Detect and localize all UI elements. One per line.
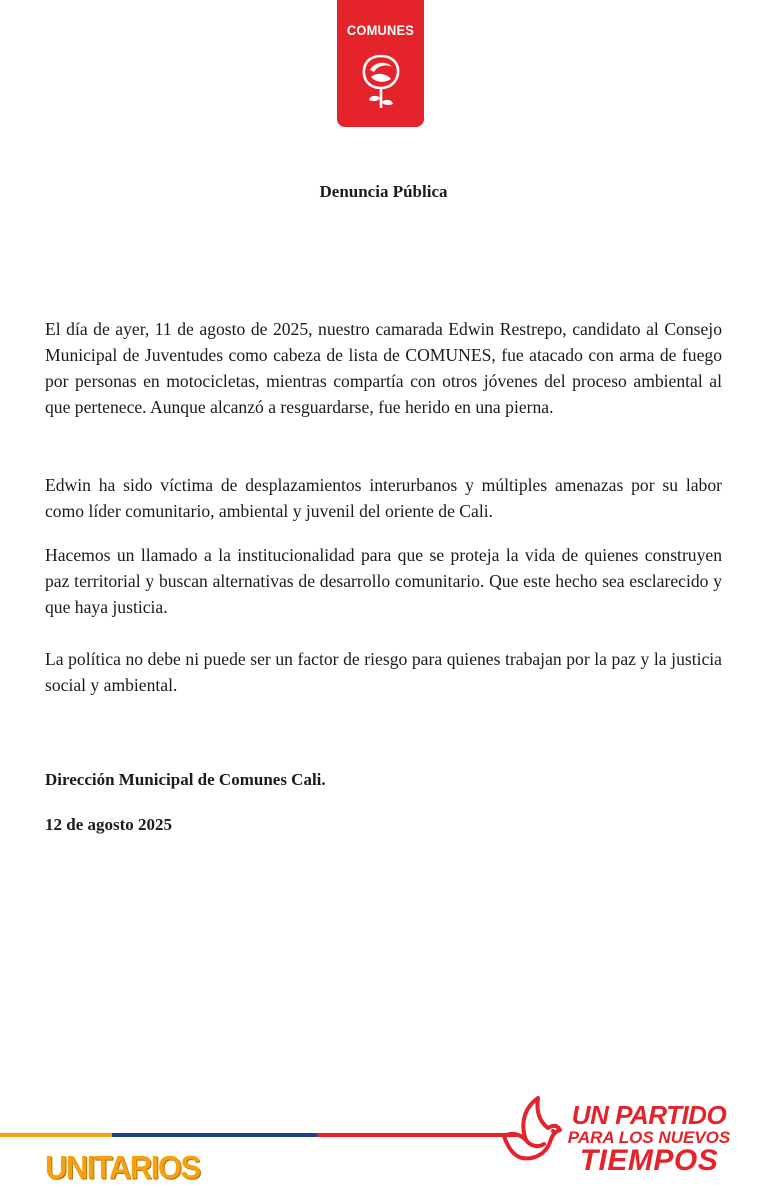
logo-text: COMUNES [346, 22, 415, 38]
slogan-line-1: UN PARTIDO [571, 1100, 727, 1130]
document-title: Denuncia Pública [319, 182, 448, 201]
paragraph-4: La política no debe ni puede ser un factor de riesgo para quienes trabajan por la paz y la justicia social y ambiental. [45, 649, 722, 695]
paragraph-1: El día de ayer, 11 de agosto de 2025, nuestro camarada Edwin Restrepo, candidato al Consejo Municipal de Juventudes como cabeza de lista de COMUNES, fue atacado con arma de fuego por personas en motocicletas, mientras compartía con otros jóvenes del proceso ambiental al que pertenece. Aunque alcanzó a resguardarse, fue herido en una pierna. [45, 319, 722, 417]
rose-icon [359, 50, 403, 114]
slogan [549, 1102, 749, 1176]
unitarios-logo: UNITARIOS [45, 1149, 200, 1186]
document-date: 12 de agosto 2025 [45, 815, 173, 834]
slogan-line-2: PARA LOS NUEVOS [567, 1128, 731, 1147]
slogan-line-3: TIEMPOS [579, 1144, 719, 1177]
signature: Dirección Municipal de Comunes Cali. [45, 770, 326, 789]
paragraph-2: Edwin ha sido víctima de desplazamientos interurbanos y múltiples amenazas por su labor como líder comunitario, ambiental y juvenil del oriente de Cali. [45, 475, 722, 521]
footer-stripe-red [317, 1133, 517, 1137]
footer-stripe-blue [112, 1133, 317, 1137]
comunes-logo [337, 0, 424, 127]
paragraph-3: Hacemos un llamado a la institucionalidad para que se proteja la vida de quienes construyen paz territorial y buscan alternativas de desarrollo comunitario. Que este hecho sea esclarecido y que haya justicia. [45, 545, 722, 617]
footer-stripe-yellow [0, 1133, 112, 1137]
